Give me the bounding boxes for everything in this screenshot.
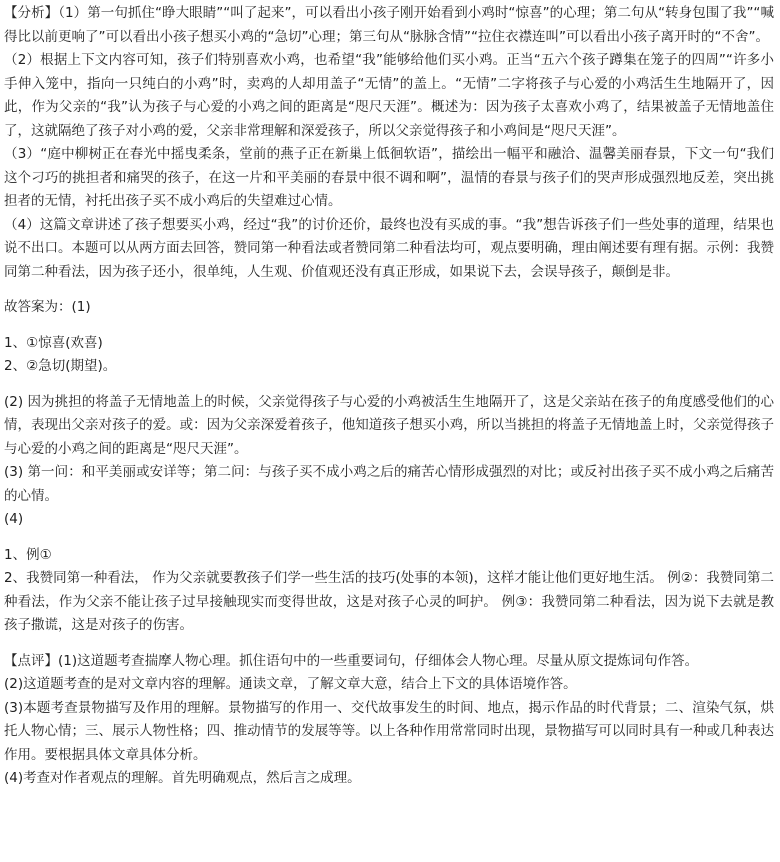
answer-question-3: (3) 第一问：和平美丽或安详等；第二问：与孩子买不成小鸡之后的痛苦心情形成强烈的对比；或反衬出孩子买不成小鸡之后痛苦的心情。 — [4, 464, 774, 504]
analysis-paragraph-1: 【分析】（1）第一句抓住“睁大眼睛”“叫了起来”，可以看出小孩子刚开始看到小鸡时“惊喜”的心理；第二句从“转身包围了我”“喊得比以前更响了”可以看出小孩子想买小鸡的“急切”心理；第三句从“脉脉含情”“拉住衣襟连叫”可以看出小孩子离开时的“不舍”。 — [4, 5, 774, 45]
comment-paragraph-2: (2)这道题考查的是对文章内容的理解。通读文章，了解文章大意，结合上下文的具体语境作答。 — [4, 676, 577, 692]
comment-section — [4, 650, 774, 791]
analysis-paragraph-4: （4）这篇文章讲述了孩子想要买小鸡，经过“我”的讨价还价，最终也没有买成的事。“我”想告诉孩子们一些处事的道理，结果也说不出口。本题可以从两方面去回答，赞同第一种看法或者赞同第二种看法均可，观点要明确，理由阐述要有理有据。示例：我赞同第二种看法，因为孩子还小，很单纯，人生观、价值观还没有真正形成，如果说下去，会误导孩子，颠倒是非。 — [4, 216, 774, 280]
analysis-paragraph-2: （2）根据上下文内容可知，孩子们特别喜欢小鸡，也希望“我”能够给他们买小鸡。正当“五六个孩子蹲集在笼子的四周”“许多小手伸入笼中，指向一只纯白的小鸡”时，卖鸡的人却用盖子“无情”的盖上。“无情”二字将孩子与心爱的小鸡活生生地隔开了，因此，作为父亲的“我”认为孩子与心爱的小鸡之间的距离是“咫尺天涯”。概述为：因为孩子太喜欢小鸡了，结果被盖子无情地盖住了，这就隔绝了孩子对小鸡的爱，父亲非常理解和深爱孩子，所以父亲觉得孩子和小鸡间是“咫尺天涯”。 — [4, 52, 774, 139]
answer-question-4: (4) — [4, 511, 24, 527]
answer-example-2: 2、我赞同第一种看法， 作为父亲就要教孩子们学一些生活的技巧(处事的本领)，这样才能让他们更好地生活。 例②：我赞同第二种看法，作为父亲不能让孩子过早接触现实而变得世故，这是对孩子心灵的呵护。 例③：我赞同第二种看法，因为说下去就是教孩子撒谎，这是对孩子的伤害。 — [4, 570, 774, 633]
comment-paragraph-3: (3)本题考查景物描写及作用的理解。景物描写的作用一、交代故事发生的时间、地点，揭示作品的时代背景；二、渲染气氛，烘托人物心情；三、展示人物性格；四、推动情节的发展等等。以上各种作用常常同时出现，景物描写可以同时具有一种或几种表达作用。要根据具体文章具体分析。 — [4, 699, 774, 763]
analysis-section — [4, 2, 774, 284]
answer-question-2: (2) 因为挑担的将盖子无情地盖上的时候，父亲觉得孩子与心爱的小鸡被活生生地隔开了，这是父亲站在孩子的角度感受他们的心情，表现出父亲对孩子的爱。或：因为父亲深爱着孩子，他知道孩子想买小鸡，所以当挑担的将盖子无情地盖上时，父亲觉得孩子与心爱的小鸡之间的距离是“咫尺天涯”。 — [4, 393, 774, 457]
comment-paragraph-4: (4)考查对作者观点的理解。首先明确观点，然后言之成理。 — [4, 770, 361, 786]
answer-heading: 故答案为：(1) — [4, 299, 91, 315]
answer-example-1: 1、例① — [4, 546, 52, 563]
answer-item-2: 2、②急切(期望)。 — [4, 358, 117, 374]
comment-paragraph-1: 【点评】(1)这道题考查揣摩人物心理。抓住语句中的一些重要词句，仔细体会人物心理。尽量从原文提炼词句作答。 — [4, 652, 699, 669]
answer-item-1: 1、①惊喜(欢喜) — [4, 334, 103, 351]
answer-section — [4, 296, 774, 638]
analysis-paragraph-3: （3）“庭中柳树正在春光中摇曳柔条，堂前的燕子正在新巢上低徊软语”，描绘出一幅平和融洽、温馨美丽春景，下文一句“我们这个刁巧的挑担者和痛哭的孩子，在这一片和平美丽的春景中很不调和啊”，温情的春景与孩子们的哭声形成强烈地反差，突出挑担者的无情，衬托出孩子买不成小鸡后的失望难过心情。 — [4, 146, 774, 209]
